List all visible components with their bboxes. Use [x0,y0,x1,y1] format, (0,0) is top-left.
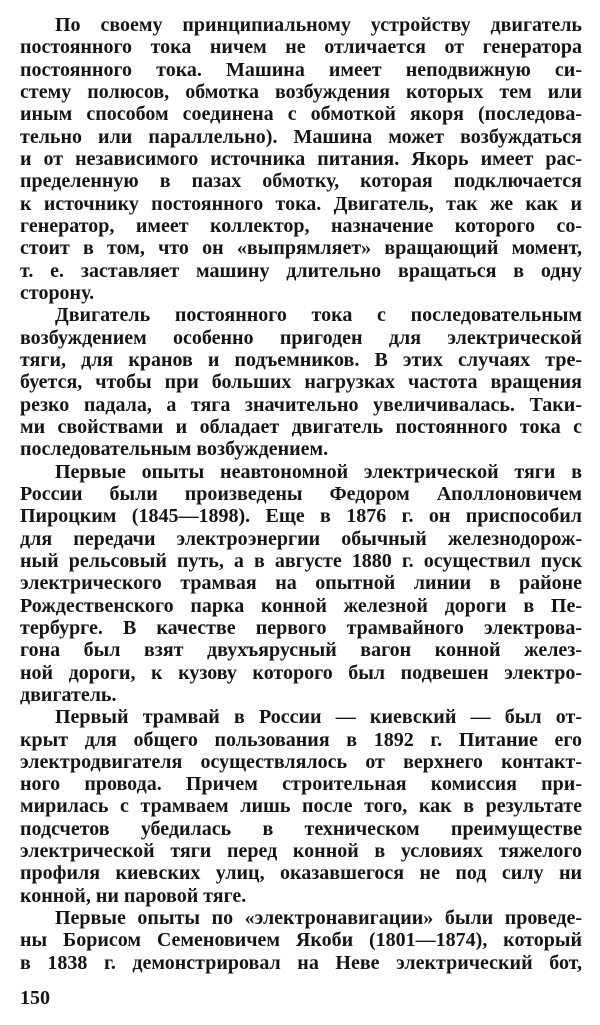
text-line: электрической тяги перед конной в условиях тяжелого [20,840,582,863]
text-line: пределенную в пазах обмотку, которая подключается [20,170,582,193]
page-number: 150 [20,987,50,1009]
text-line: для передачи электроэнергии обычный железнодорож- [20,527,582,550]
text-line: электрического трамвая на опытной линии в районе [20,572,582,595]
text-line: и от независимого источника питания. Якорь имеет рас- [20,147,582,170]
text-line: в 1838 г. демонстрировал на Неве электрический бот, [20,951,582,974]
paragraph [20,706,582,907]
page-body-text [20,14,582,974]
paragraph [20,907,582,974]
text-line: Первые опыты неавтономной электрической тяги в [55,460,582,483]
text-line: По своему принципиальному устройству двигатель [55,14,582,36]
text-line: тельно или параллельно). Машина может возбуждаться [20,125,582,148]
text-line: тербурге. В качестве первого трамвайного электрова- [20,616,582,639]
text-line: ной дороги, к кузову которого был подвешен электро- [20,661,582,684]
paragraph [20,14,582,304]
text-line: ми свойствами и обладает двигатель постоянного тока с [20,415,582,438]
text-line: гона был взят двухъярусный вагон конной желез- [20,639,582,662]
text-line: ного провода. Причем строительная комиссия при- [20,773,582,796]
text-line: ны Борисом Семеновичем Якоби (1801—1874), который [20,929,582,952]
text-line: резко падала, а тяга значительно увеличивалась. Таки- [20,393,582,416]
text-line: стоит в том, что он «выпрямляет» вращающий момент, [20,237,582,260]
text-line: генератор, имеет коллектор, назначение которого со- [20,214,582,237]
text-line: Пироцким (1845—1898). Еще в 1876 г. он приспособил [20,505,582,528]
text-line: Рождественского парка конной железной дороги в Пе- [20,594,582,617]
text-line: Первые опыты по «электронавигации» были проведе- [55,907,582,930]
text-line: России были произведены Федором Аполлоновичем [20,482,582,505]
text-line: подсчетов убедилась в техническом преимуществе [20,817,582,840]
paragraph [20,304,582,460]
text-line: иным способом соединена с обмоткой якоря (последова- [20,103,582,126]
paragraph [20,461,582,707]
text-line: ный рельсовый путь, а в августе 1880 г. осуществил пуск [20,549,582,572]
text-line: мирилась с трамваем лишь после того, как в результате [20,795,582,818]
text-line: тяги, для кранов и подъемников. В этих случаях тре- [20,348,582,371]
text-line: постоянного тока ничем не отличается от генератора [20,36,582,59]
text-line: двигатель. [20,683,117,706]
text-line: постоянного тока. Машина имеет неподвижную си- [20,58,582,81]
text-line: к источнику постоянного тока. Двигатель, так же как и [20,192,582,215]
text-line: буется, чтобы при больших нагрузках частота вращения [20,371,582,394]
text-line: возбуждением особенно пригоден для электрической [20,326,582,349]
text-line: профиля киевских улиц, оказавшегося не под силу ни [20,862,582,885]
text-line: сторону. [20,281,95,304]
text-line: конной, ни паровой тяге. [20,884,247,907]
text-line: электродвигателя осуществлялось от верхнего контакт- [20,750,582,773]
text-line: т. е. заставляет машину длительно вращаться в одну [20,259,582,282]
text-line: Первый трамвай в России — киевский — был от- [55,706,582,729]
text-line: последовательным возбуждением. [20,438,329,461]
text-line: крыт для общего пользования в 1892 г. Питание его [20,728,582,751]
text-line: Двигатель постоянного тока с последовательным [55,304,582,327]
text-line: стему полюсов, обмотка возбуждения которых тем или [20,80,582,103]
